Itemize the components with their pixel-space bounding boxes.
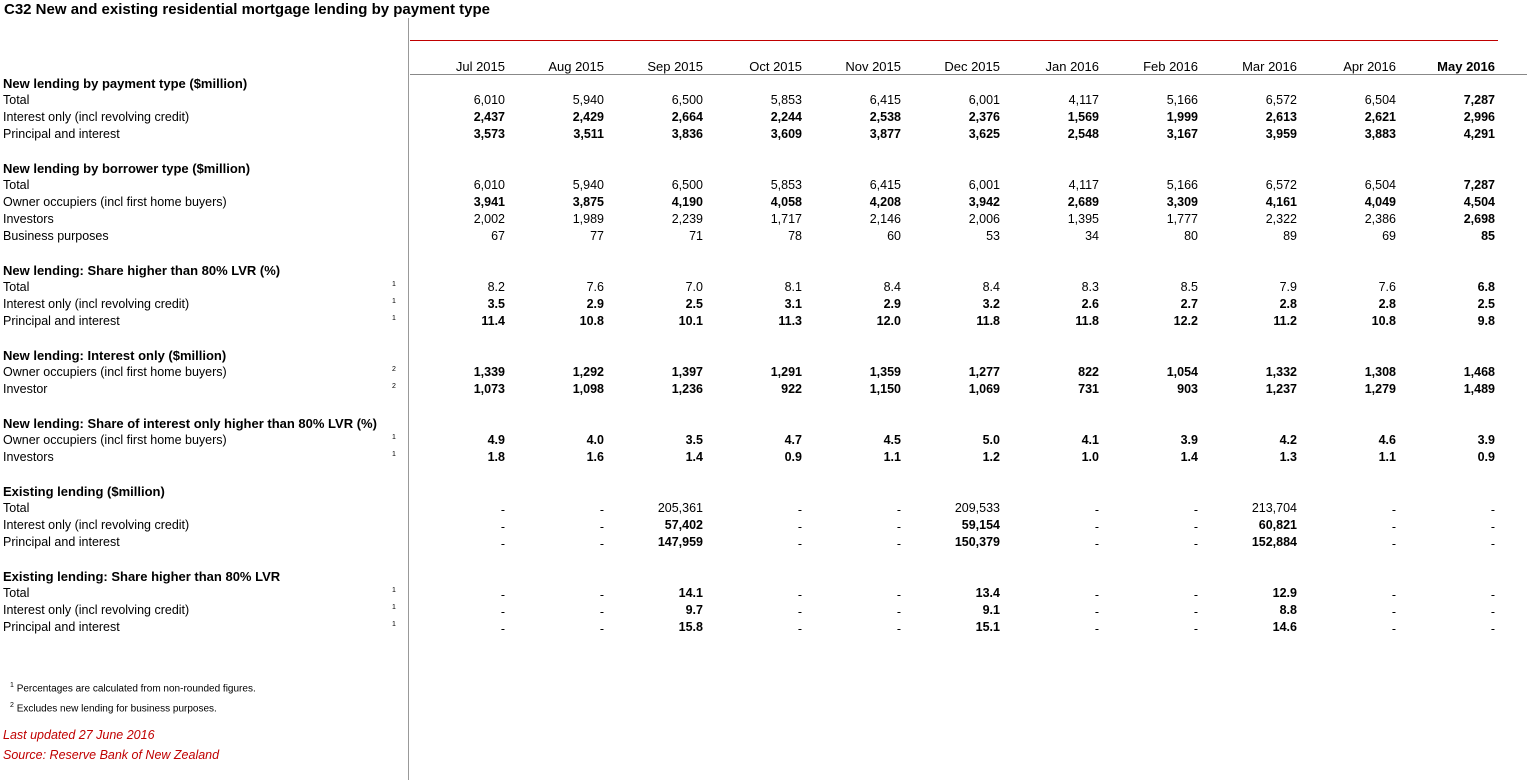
table-cell: 80 [1184,229,1198,243]
table-cell: 1,359 [869,365,901,379]
column-header: Apr 2016 [1343,59,1396,74]
table-cell: 1.4 [685,450,703,464]
row-label: Principal and interest [3,314,120,328]
table-cell: 3,511 [573,127,604,141]
footnote-marker: 1 [392,434,396,441]
column-header: Sep 2015 [647,59,703,74]
table-cell: 89 [1283,229,1297,243]
table-cell: - [896,520,901,534]
table-cell: 2,996 [1463,110,1495,124]
table-cell: 4.1 [1081,433,1099,447]
table-cell: 4,161 [1265,195,1297,209]
table-cell: 2.8 [1378,297,1396,311]
table-cell: 2,437 [473,110,505,124]
table-cell: 1.8 [487,450,505,464]
table-cell: 822 [1078,365,1099,379]
footnote-marker: 1 [392,587,396,594]
table-cell: - [500,520,505,534]
table-cell: 2,006 [968,212,1000,226]
section-title: New lending by payment type ($million) [3,76,248,91]
table-cell: - [1391,503,1396,517]
footnote-marker: 1 [392,315,396,322]
table-cell: 4,504 [1463,195,1495,209]
table-cell: 4.7 [784,433,802,447]
table-cell: 4,117 [1068,93,1099,107]
table-cell: 3,573 [473,127,505,141]
column-header: Feb 2016 [1143,59,1198,74]
table-cell: 5,166 [1166,178,1198,192]
table-cell: - [500,605,505,619]
table-cell: - [1391,605,1396,619]
table-cell: - [1094,537,1099,551]
table-cell: 3.2 [982,297,1000,311]
row-label: Total [3,280,30,294]
table-cell: 2,429 [572,110,604,124]
table-cell: 1,989 [572,212,604,226]
column-header: Oct 2015 [749,59,802,74]
table-cell: - [896,588,901,602]
table-cell: 2,621 [1364,110,1396,124]
table-cell: 2.5 [1477,297,1495,311]
page-title: C32 New and existing residential mortgage lending by payment type [4,1,490,18]
row-label: Investor [3,382,48,396]
table-cell: 2,698 [1463,212,1495,226]
row-label: Principal and interest [3,620,120,634]
table-cell: 4.5 [883,433,901,447]
table-cell: 1.3 [1279,450,1297,464]
table-cell: - [1391,622,1396,636]
table-cell: 1,292 [572,365,604,379]
footnote-marker: 1 [392,281,396,288]
table-cell: 1,308 [1364,365,1396,379]
table-cell: 8.2 [487,280,505,294]
row-label: Owner occupiers (incl first home buyers) [3,195,227,209]
table-cell: 2.6 [1081,297,1099,311]
table-cell: 2.8 [1279,297,1297,311]
table-cell: 1,332 [1265,365,1297,379]
table-cell: 1.6 [586,450,604,464]
table-cell: 1,395 [1067,212,1099,226]
table-cell: 3.9 [1477,433,1495,447]
footnote-marker: 1 [392,451,396,458]
table-cell: - [1094,520,1099,534]
table-cell: 67 [491,229,505,243]
table-cell: 5,853 [770,178,802,192]
footnote-marker: 1 [392,298,396,305]
source-note: Source: Reserve Bank of New Zealand [3,748,220,762]
table-cell: 4,058 [770,195,802,209]
table-cell: - [797,520,802,534]
table-cell: - [896,537,901,551]
table-cell: 11.8 [1075,314,1099,328]
table-cell: 1,339 [473,365,505,379]
table-cell: 57,402 [664,518,703,532]
table-cell: - [1094,503,1099,517]
table-cell: 85 [1481,229,1495,243]
table-cell: 1.0 [1081,450,1099,464]
table-cell: 2,244 [770,110,802,124]
table-cell: 152,884 [1251,535,1297,549]
row-label: Interest only (incl revolving credit) [3,110,190,124]
section-title: New lending by borrower type ($million) [3,161,251,176]
table-cell: 1,291 [770,365,802,379]
table-cell: - [1193,537,1198,551]
table-cell: 10.1 [678,314,703,328]
table-cell: 4.0 [586,433,604,447]
table-cell: 3.5 [685,433,703,447]
table-cell: 2,322 [1265,212,1297,226]
table-cell: - [500,622,505,636]
table-cell: 59,154 [961,518,1000,532]
table-cell: - [797,503,802,517]
table-cell: - [1490,520,1495,534]
table-cell: 1,236 [671,382,703,396]
table-cell: 6,415 [869,93,901,107]
table-cell: 8.4 [982,280,1000,294]
table-cell: 71 [689,229,703,243]
table-cell: - [1094,622,1099,636]
footnote-marker: 2 [392,366,396,373]
table-cell: 6,415 [869,178,901,192]
table-cell: 2,689 [1067,195,1099,209]
table-cell: 0.9 [1477,450,1495,464]
table-cell: 7.0 [685,280,703,294]
table-cell: 6,504 [1364,178,1396,192]
table-cell: 3,942 [968,195,1000,209]
table-cell: 5,940 [572,93,604,107]
table-cell: 9.7 [685,603,703,617]
table-cell: 15.8 [678,620,703,634]
table-cell: - [1193,588,1198,602]
table-cell: - [896,503,901,517]
row-label: Principal and interest [3,535,120,549]
row-label: Owner occupiers (incl first home buyers) [3,365,227,379]
table-cell: 12.0 [876,314,901,328]
table-cell: 2,146 [869,212,901,226]
table-cell: 2,376 [968,110,1000,124]
column-header: Nov 2015 [845,59,901,74]
table-cell: 3.1 [784,297,802,311]
table-cell: 3,836 [671,127,703,141]
table-cell: 6,572 [1265,93,1297,107]
table-cell: 11.4 [481,314,505,328]
table-cell: 7,287 [1463,93,1495,107]
table-cell: 8.1 [784,280,802,294]
table-cell: - [797,622,802,636]
table-cell: 2.7 [1180,297,1198,311]
table-cell: 4,117 [1068,178,1099,192]
table-cell: 13.4 [975,586,1000,600]
table-cell: 8.5 [1180,280,1198,294]
table-cell: - [797,537,802,551]
table-cell: 922 [781,382,802,396]
section-title: Existing lending ($million) [3,484,165,499]
table-cell: - [500,588,505,602]
table-cell: 6,010 [473,93,505,107]
table-cell: 150,379 [954,535,1000,549]
table-cell: 3,625 [968,127,1000,141]
row-label: Interest only (incl revolving credit) [3,603,190,617]
table-cell: 2,538 [869,110,901,124]
table-cell: 5.0 [982,433,1000,447]
table-cell: 1,468 [1463,365,1495,379]
table-cell: - [1193,622,1198,636]
table-cell: 5,166 [1166,93,1198,107]
table-cell: - [896,605,901,619]
table-cell: - [1193,520,1198,534]
table-cell: 7,287 [1463,178,1495,192]
table-cell: - [1094,605,1099,619]
table-cell: 2,386 [1364,212,1396,226]
table-cell: 1.2 [982,450,1000,464]
table-cell: 6,001 [968,178,1000,192]
table-cell: 3,167 [1166,127,1198,141]
row-label: Investors [3,212,54,226]
column-header: Jul 2015 [455,59,505,74]
table-cell: 7.9 [1279,280,1297,294]
table-cell: 11.2 [1273,314,1297,328]
table-cell: 2,002 [473,212,505,226]
footnote-marker: 2 [392,383,396,390]
footnote-2: $^2$ Excludes new lending for business purposes. [10,702,217,715]
title-rule [410,40,1498,41]
table-cell: 1,777 [1166,212,1198,226]
footnote-marker: 1 [392,604,396,611]
table-cell: 8.8 [1279,603,1297,617]
table-cell: - [797,588,802,602]
row-label: Interest only (incl revolving credit) [3,518,190,532]
row-label: Total [3,93,30,107]
table-cell: 1.1 [883,450,901,464]
column-header: May 2016 [1437,59,1495,74]
column-divider [408,18,409,780]
table-cell: - [797,605,802,619]
row-label: Principal and interest [3,127,120,141]
table-cell: 15.1 [975,620,1000,634]
table-cell: - [500,537,505,551]
table-cell: 2.5 [685,297,703,311]
table-cell: 4.9 [487,433,505,447]
table-cell: 1,279 [1364,382,1396,396]
table-cell: - [1490,503,1495,517]
footnote-marker: 1 [392,621,396,628]
table-cell: 3,877 [869,127,901,141]
table-cell: - [1094,588,1099,602]
column-header: Aug 2015 [548,59,604,74]
table-cell: 6,010 [473,178,505,192]
table-cell: 4,190 [671,195,703,209]
table-cell: - [1490,588,1495,602]
table-cell: 8.4 [883,280,901,294]
table-cell: 731 [1078,382,1099,396]
table-cell: 12.9 [1272,586,1297,600]
table-cell: 53 [986,229,1000,243]
table-cell: - [599,605,604,619]
footnote-1: $^1$ Percentages are calculated from non-rounded figures. [10,682,256,695]
table-cell: 6.8 [1477,280,1495,294]
table-cell: 4,049 [1364,195,1396,209]
table-cell: 9.8 [1477,314,1495,328]
table-cell: 1.4 [1180,450,1198,464]
table-cell: 7.6 [1378,280,1396,294]
section-title: Existing lending: Share higher than 80% LVR [3,569,281,584]
table-cell: 1,277 [968,365,1000,379]
table-cell: - [599,622,604,636]
table-cell: 34 [1085,229,1099,243]
table-cell: 77 [590,229,604,243]
table-cell: - [1391,520,1396,534]
table-cell: 0.9 [784,450,802,464]
table-cell: 5,853 [770,93,802,107]
table-cell: 2,548 [1067,127,1099,141]
table-cell: - [1391,537,1396,551]
table-cell: 213,704 [1251,501,1297,515]
table-cell: 3.9 [1180,433,1198,447]
table-cell: 2,664 [671,110,703,124]
table-cell: 1,717 [770,212,802,226]
table-cell: 1,054 [1166,365,1198,379]
table-cell: - [599,588,604,602]
table-cell: 4.6 [1378,433,1396,447]
row-label: Total [3,586,30,600]
table-cell: 2.9 [586,297,604,311]
table-cell: 8.3 [1081,280,1099,294]
table-cell: - [1490,622,1495,636]
column-header: Dec 2015 [944,59,1000,74]
section-title: New lending: Share of interest only higher than 80% LVR (%) [3,416,377,431]
table-cell: 1,489 [1463,382,1495,396]
table-cell: - [500,503,505,517]
table-cell: 14.6 [1272,620,1297,634]
table-cell: 4,208 [869,195,901,209]
table-cell: 1,397 [671,365,703,379]
table-cell: 3,941 [473,195,505,209]
table-cell: 1,150 [869,382,901,396]
row-label: Business purposes [3,229,109,243]
table-cell: 3,959 [1265,127,1297,141]
table-cell: 1,999 [1166,110,1198,124]
table-cell: 10.8 [1371,314,1396,328]
row-label: Total [3,501,30,515]
table-cell: 3,875 [572,195,604,209]
table-cell: 6,500 [671,178,703,192]
table-cell: 11.8 [976,314,1000,328]
table-cell: 4,291 [1463,127,1495,141]
table-cell: 3,609 [770,127,802,141]
table-cell: 14.1 [678,586,703,600]
row-label: Total [3,178,30,192]
table-cell: 60 [887,229,901,243]
table-cell: - [599,537,604,551]
table-cell: 1.1 [1378,450,1396,464]
table-cell: 2,239 [671,212,703,226]
table-cell: 3,883 [1364,127,1396,141]
row-label: Owner occupiers (incl first home buyers) [3,433,227,447]
table-cell: 1,237 [1265,382,1297,396]
header-rule [410,74,1527,75]
table-cell: - [1490,537,1495,551]
table-cell: 6,001 [968,93,1000,107]
table-cell: 209,533 [954,501,1000,515]
table-cell: - [1193,605,1198,619]
table-cell: 6,572 [1265,178,1297,192]
table-cell: 3,309 [1166,195,1198,209]
table-cell: 10.8 [579,314,604,328]
table-cell: 12.2 [1173,314,1198,328]
table-cell: 205,361 [657,501,703,515]
table-cell: - [599,503,604,517]
table-cell: 5,940 [572,178,604,192]
table-cell: 11.3 [778,314,802,328]
table-cell: 78 [788,229,802,243]
table-cell: 903 [1177,382,1198,396]
table-cell: - [896,622,901,636]
table-cell: - [1193,503,1198,517]
table-cell: 1,098 [572,382,604,396]
table-cell: 4.2 [1279,433,1297,447]
table-cell: 7.6 [586,280,604,294]
table-cell: 2,613 [1265,110,1297,124]
table-cell: 9.1 [982,603,1000,617]
row-label: Investors [3,450,54,464]
section-title: New lending: Interest only ($million) [3,348,227,363]
table-cell: 1,569 [1067,110,1099,124]
table-cell: 6,504 [1364,93,1396,107]
column-header: Jan 2016 [1045,59,1099,74]
column-header: Mar 2016 [1242,59,1297,74]
table-cell: 1,073 [473,382,505,396]
last-updated: Last updated 27 June 2016 [3,728,155,742]
table-cell: - [599,520,604,534]
table-cell: 147,959 [657,535,703,549]
table-cell: - [1490,605,1495,619]
table-cell: - [1391,588,1396,602]
table-cell: 60,821 [1258,518,1297,532]
table-cell: 6,500 [671,93,703,107]
section-title: New lending: Share higher than 80% LVR (%) [3,263,281,278]
table-cell: 3.5 [487,297,505,311]
table-cell: 69 [1382,229,1396,243]
row-label: Interest only (incl revolving credit) [3,297,190,311]
table-cell: 2.9 [883,297,901,311]
table-cell: 1,069 [968,382,1000,396]
